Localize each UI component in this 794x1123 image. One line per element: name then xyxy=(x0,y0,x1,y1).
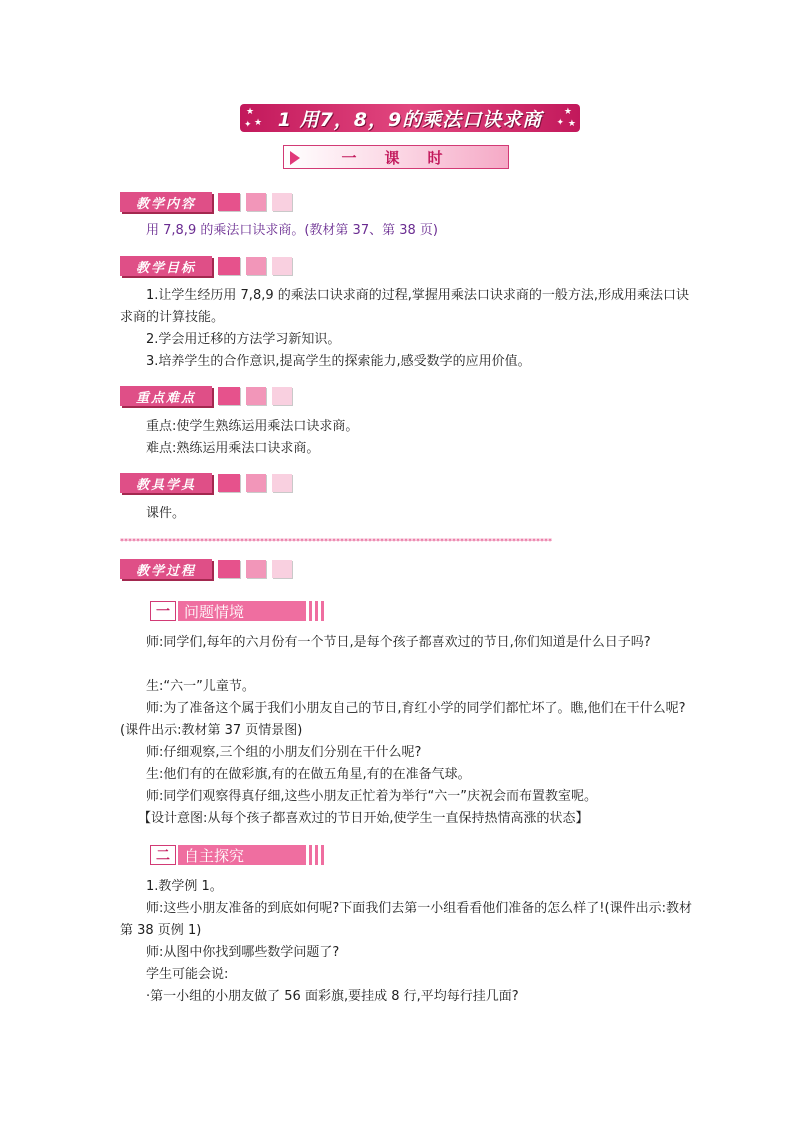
goal-item: 2.学会用迁移的方法学习新知识。 xyxy=(146,332,341,347)
decor-square xyxy=(246,193,266,211)
goal-item: 1.让学生经历用 7,8,9 的乘法口诀求商的过程,掌握用乘法口诀求商的一般方法,形成用乘法口诀求商的计算技能。 xyxy=(120,288,690,325)
decor-square xyxy=(272,560,292,578)
dialog-line: 师:同学们观察得真仔细,这些小朋友正忙着为举行“六一”庆祝会而布置教室呢。 xyxy=(146,789,597,804)
dialog-line: 师:从图中你找到哪些数学问题了? xyxy=(146,945,340,960)
decor-bars xyxy=(309,845,327,865)
dialog-line: 生:“六一”儿童节。 xyxy=(146,679,255,694)
dialog-line: 师:同学们,每年的六月份有一个节日,是每个孩子都喜欢过的节日,你们知道是什么日子吗? xyxy=(146,635,651,650)
decor-square xyxy=(246,560,266,578)
decor-square xyxy=(246,257,266,275)
decor-square xyxy=(246,387,266,405)
dialog-line: ·第一小组的小朋友做了 56 面彩旗,要挂成 8 行,平均每行挂几面? xyxy=(146,989,519,1004)
part-header-problem-context: 一 问题情境 xyxy=(150,600,327,622)
dialog-line: 师:仔细观察,三个组的小朋友们分别在干什么呢? xyxy=(146,745,422,760)
triangle-icon xyxy=(290,151,300,165)
dialog-line: 1.教学例 1。 xyxy=(146,879,223,894)
star-icon: ✦ xyxy=(556,118,564,128)
lesson-subtitle: 一课时 xyxy=(283,145,509,169)
star-icon: ★ xyxy=(246,107,255,117)
tools-text: 课件。 xyxy=(146,506,186,521)
decor-square xyxy=(218,387,240,405)
dialog-line: 师:为了准备这个属于我们小朋友自己的节日,育红小学的同学们都忙坏了。瞧,他们在干什么呢?(课件出示:教材第 37 页情景图) xyxy=(120,701,686,738)
section-header-content: 教学内容 xyxy=(120,192,292,212)
decor-square xyxy=(272,193,292,211)
page-title: 1 用7，8，9的乘法口诀求商 xyxy=(277,108,543,131)
title-banner xyxy=(240,104,580,132)
star-icon: ✦ xyxy=(244,120,252,130)
section-header-process: 教学过程 xyxy=(120,559,292,579)
decor-square xyxy=(272,257,292,275)
dialog-line: 学生可能会说: xyxy=(146,967,229,982)
content-text: 用 7,8,9 的乘法口诀求商。(教材第 37、第 38 页) xyxy=(146,223,438,238)
goal-item: 3.培养学生的合作意识,提高学生的探索能力,感受数学的应用价值。 xyxy=(146,354,531,369)
decor-square xyxy=(218,193,240,211)
decor-square xyxy=(272,474,292,492)
star-icon: ★ xyxy=(567,119,576,129)
decor-square xyxy=(272,387,292,405)
star-icon: ★ xyxy=(563,107,572,117)
dialog-line: 生:他们有的在做彩旗,有的在做五角星,有的在准备气球。 xyxy=(146,767,471,782)
decor-square xyxy=(218,257,240,275)
design-intent: 【设计意图:从每个孩子都喜欢过的节日开始,使学生一直保持热情高涨的状态】 xyxy=(138,811,589,826)
decor-square xyxy=(218,560,240,578)
decor-bars xyxy=(309,601,327,621)
part-header-self-exploration: 二 自主探究 xyxy=(150,844,327,866)
decor-square xyxy=(218,474,240,492)
star-divider: ************************************************************************************************************ xyxy=(120,538,552,546)
decor-square xyxy=(246,474,266,492)
difficult-point-text: 难点:熟练运用乘法口诀求商。 xyxy=(146,441,320,456)
section-header-goals: 教学目标 xyxy=(120,256,292,276)
dialog-line: 师:这些小朋友准备的到底如何呢?下面我们去第一小组看看他们准备的怎么样了!(课件出示:教材第 38 页例 1) xyxy=(120,901,692,938)
section-header-key-points: 重点难点 xyxy=(120,386,292,406)
section-header-tools: 教具学具 xyxy=(120,473,292,493)
star-icon: ★ xyxy=(254,118,263,128)
key-point-text: 重点:使学生熟练运用乘法口诀求商。 xyxy=(146,419,359,434)
